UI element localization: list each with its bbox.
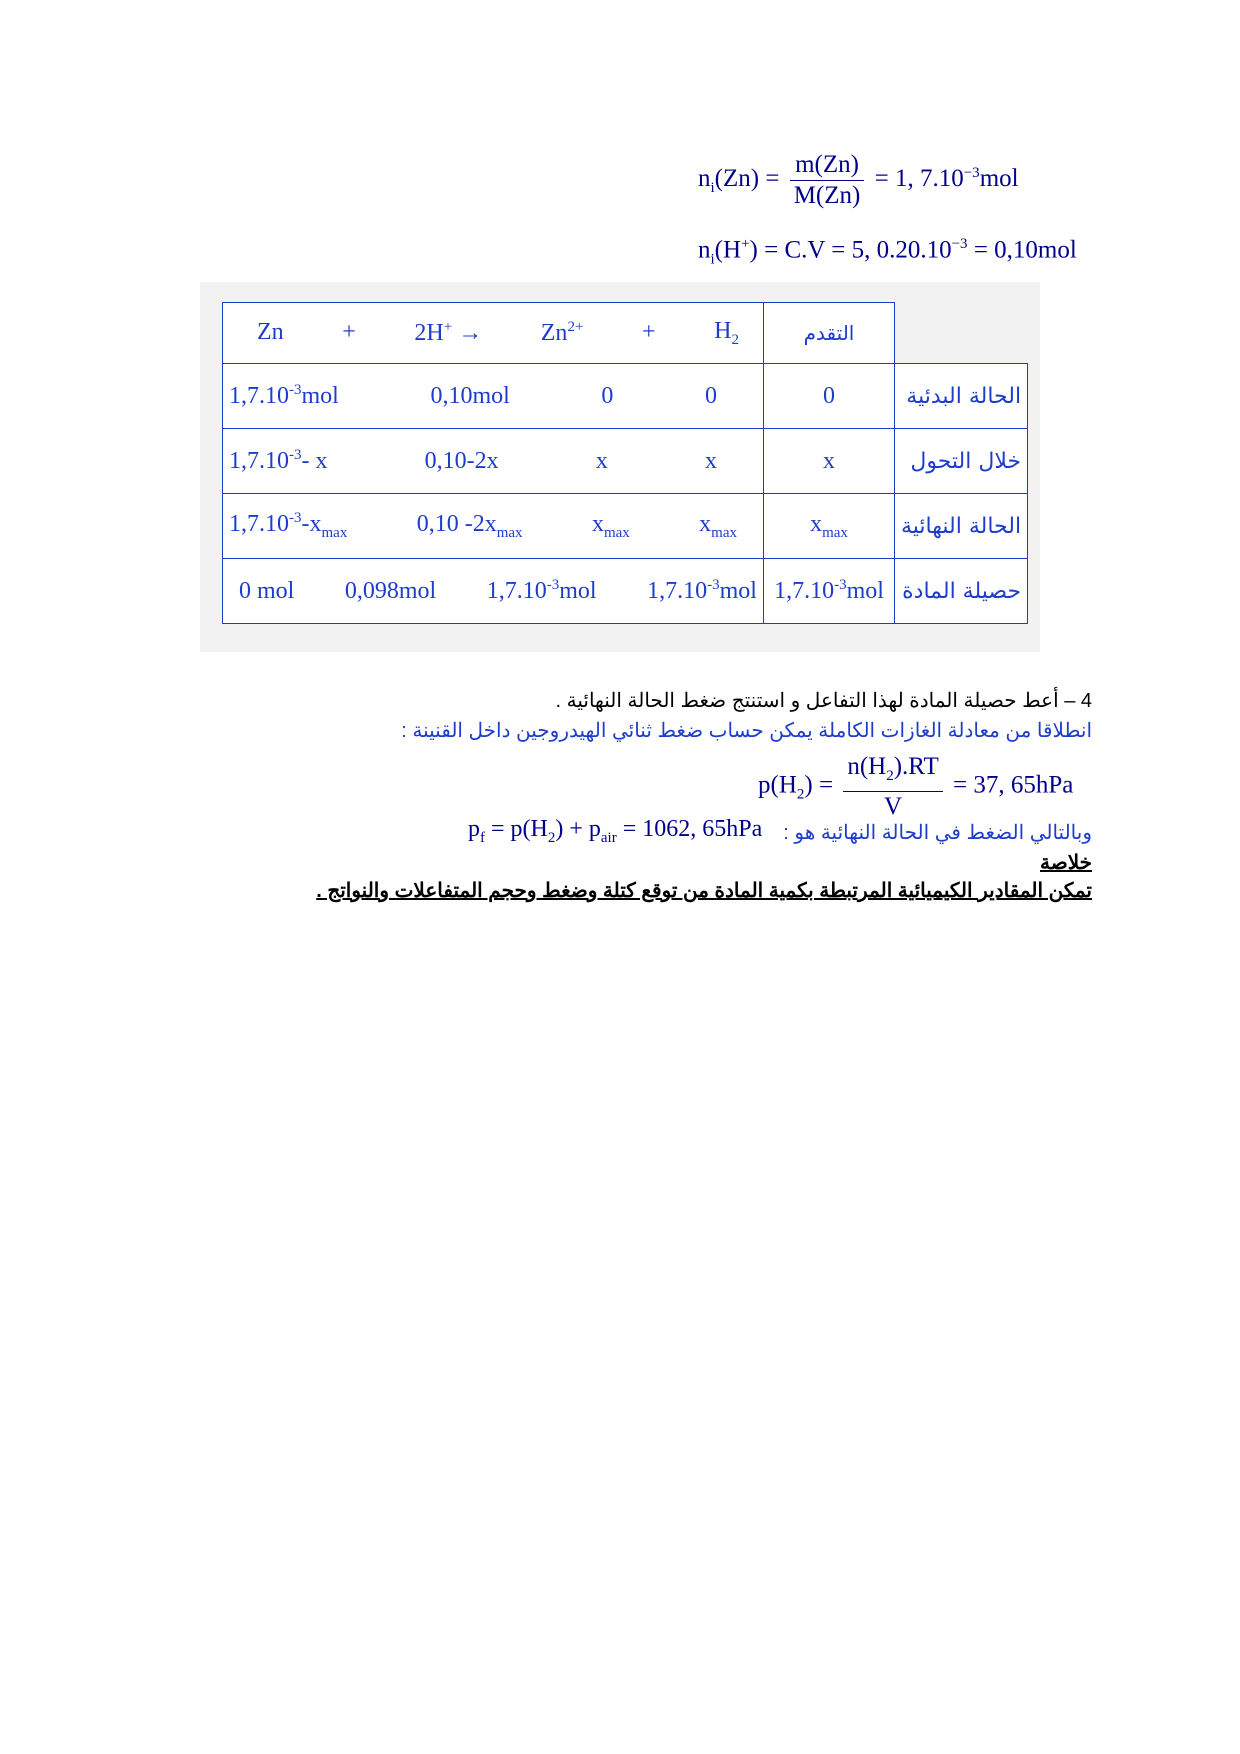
zn2-sup: 2+ (567, 318, 584, 335)
final-zn-exp: -3 (289, 510, 302, 527)
product-h2 (714, 318, 739, 349)
during-zn-minus-x: - x (301, 448, 328, 474)
reaction-arrow-icon: → (458, 319, 483, 346)
question-4-text: 4 – أعط حصيلة المادة لهذا التفاعل و استنتج ضغط الحالة النهائية . (555, 690, 1092, 712)
initial-zn-value (229, 382, 339, 410)
advancement-table (222, 302, 1028, 624)
balance-zn2-value (487, 577, 597, 605)
ni-zn-numerator: m(Zn) (790, 150, 865, 181)
product-zn2 (541, 319, 584, 347)
balance-progress-unit: mol (846, 578, 884, 604)
equation-ph2 (758, 752, 1073, 822)
ph2-num-sub: 2 (886, 768, 894, 784)
during-zn2-value: x (595, 447, 608, 474)
pf-sub: f (480, 829, 485, 846)
initial-progress-value: 0 (764, 364, 895, 429)
balance-h2-mantissa: 1,7.10 (647, 578, 708, 604)
table-row (223, 364, 1028, 429)
pf-mid: = p(H (485, 816, 548, 842)
final-h-max-sub: max (496, 524, 523, 541)
ni-h-lhs-sub: i (710, 251, 715, 268)
summary-title: خلاصة (1039, 852, 1092, 874)
progress-header-label: التقدم (803, 320, 855, 345)
final-zn2-max-sub: max (603, 524, 630, 541)
row-label-during-transformation: خلال التحول (895, 429, 1028, 494)
final-zn-mantissa: 1,7.10 (229, 511, 289, 538)
ni-zn-lhs-arg: (Zn) = (714, 165, 780, 193)
balance-h2-value (647, 577, 757, 605)
initial-h2-value: 0 (704, 382, 717, 409)
pf-result: = 1062, 65hPa (616, 816, 763, 842)
balance-zn2-exp: -3 (546, 577, 560, 593)
pf-mid2: ) + p (555, 816, 601, 842)
initial-zn-unit: mol (301, 383, 339, 409)
pf-air-sub: air (600, 829, 617, 846)
reactant-h-plus (414, 319, 482, 347)
ph2-lhs: p(H (758, 771, 797, 799)
final-progress-max-sub: max (822, 524, 848, 541)
table-corner-cell (895, 303, 1028, 364)
h2-sub: 2 (731, 331, 739, 348)
ph2-numerator (843, 752, 942, 792)
initial-zn2-value: 0 (601, 382, 614, 409)
final-h-text: 0,10 -2x (416, 510, 497, 537)
ph2-lhs-sub: 2 (796, 786, 805, 803)
final-h-value (417, 511, 523, 542)
initial-zn-mantissa: 1,7.10 (229, 383, 289, 409)
equation-pf (468, 816, 762, 847)
ni-zn-result: = 1, 7.10 (874, 165, 964, 193)
row-label-final-state: الحالة النهائية (895, 494, 1028, 559)
table-row (223, 429, 1028, 494)
equation-ni-zn (698, 150, 1019, 211)
ni-zn-denominator: M(Zn) (793, 182, 861, 209)
pf-symbol: p (468, 816, 480, 842)
final-zn2-x: x (591, 510, 604, 537)
equation-ni-h (698, 236, 1077, 268)
initial-state-values (223, 364, 764, 429)
final-h2-x: x (699, 510, 712, 537)
row-label-initial-state: الحالة البدئية (895, 364, 1028, 429)
ideal-gas-intro-text: انطلاقا من معادلة الغازات الكاملة يمكن حساب ضغط ثنائي الهيدروجين داخل القنينة : (401, 720, 1092, 742)
table-row (223, 494, 1028, 559)
balance-h2-unit: mol (719, 578, 757, 604)
final-zn2-value (592, 511, 630, 542)
final-h2-max-sub: max (711, 524, 737, 541)
reactant-zn: Zn (257, 319, 284, 346)
zn2-text: Zn (540, 319, 568, 346)
ph2-num-end: ).RT (893, 753, 939, 780)
h2-text: H (714, 317, 732, 344)
ph2-lhs-end: ) = (804, 771, 834, 799)
balance-values (223, 559, 764, 624)
table-row (223, 559, 1028, 624)
ni-zn-lhs: n (698, 165, 711, 193)
ni-h-rhs: = C.V = 5, 0.20.10 (764, 236, 952, 264)
during-zn-exp: -3 (289, 447, 302, 463)
during-zn-mantissa: 1,7.10 (229, 448, 289, 474)
final-state-values (223, 494, 764, 559)
ni-h-rhs-end: = 0,10mol (967, 236, 1077, 264)
h-plus-text: 2H (414, 319, 444, 346)
summary-text: تمكن المقادير الكيميائية المرتبطة بكمية المادة من توقع كتلة وضغط وحجم المتفاعلات والنواتج . (316, 880, 1092, 902)
ni-h-rhs-exp: −3 (951, 236, 968, 252)
plus-sign-1: + (342, 319, 356, 346)
during-transformation-values (223, 429, 764, 494)
balance-zn2-unit: mol (559, 578, 597, 604)
ni-zn-result-exp: −3 (963, 164, 980, 181)
ni-h-arg-close: ) (749, 236, 758, 264)
reaction-equation-cell (223, 303, 764, 364)
balance-h-value: 0,098mol (344, 577, 437, 604)
table-header-row (223, 303, 1028, 364)
initial-h-value: 0,10mol (430, 382, 510, 409)
ni-zn-result-unit: mol (979, 165, 1019, 193)
ni-h-arg-open: (H (714, 236, 742, 264)
final-progress-value (764, 494, 895, 559)
ni-h-arg-sup: + (741, 236, 750, 252)
final-zn-max-sub: max (321, 524, 348, 541)
ph2-denominator: V (884, 793, 903, 820)
plus-sign-2: + (641, 319, 656, 346)
pf-h-sub: 2 (547, 829, 556, 846)
balance-h2-exp: -3 (707, 577, 720, 593)
row-label-balance: حصيلة المادة (895, 559, 1028, 624)
final-zn-value (229, 510, 347, 542)
progress-header-cell (764, 303, 895, 364)
final-h2-value (699, 511, 737, 542)
ph2-fraction (843, 752, 942, 822)
ni-h-lhs: n (698, 236, 711, 264)
during-h-value: 0,10-2x (424, 447, 499, 474)
final-zn-minus-x: -x (301, 511, 322, 538)
advancement-table-container (200, 282, 1040, 652)
ni-zn-lhs-sub: i (710, 180, 715, 197)
final-progress-x: x (810, 510, 823, 537)
during-progress-value: x (764, 429, 895, 494)
ph2-num-text: n(H (847, 753, 887, 780)
ni-zn-fraction (790, 150, 865, 211)
final-pressure-label: وبالتالي الضغط في الحالة النهائية هو : (783, 822, 1092, 844)
during-h2-value: x (704, 447, 717, 474)
balance-zn-value: 0 mol (239, 577, 295, 604)
during-zn-value (229, 447, 328, 475)
initial-zn-exp: -3 (289, 382, 302, 398)
ph2-result: = 37, 65hPa (953, 771, 1074, 799)
balance-progress-exp: -3 (834, 577, 847, 593)
balance-progress-mantissa: 1,7.10 (774, 578, 835, 604)
balance-progress-value (764, 559, 895, 624)
h-plus-sup: + (443, 318, 453, 335)
balance-zn2-mantissa: 1,7.10 (486, 578, 547, 604)
